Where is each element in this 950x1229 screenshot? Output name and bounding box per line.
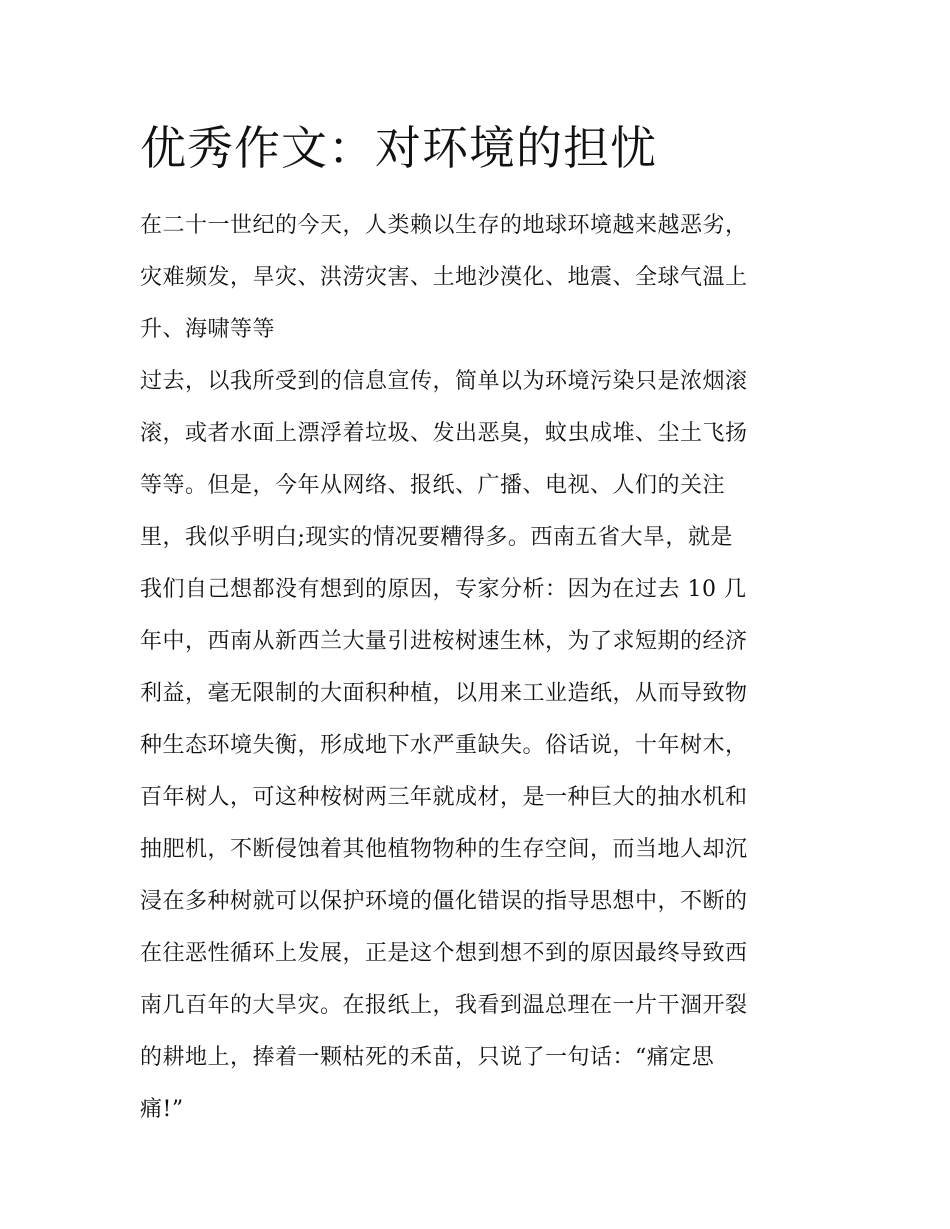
body-line: 里，我似乎明白;现实的情况要糟得多。西南五省大旱，就是 [140,525,733,550]
body-line: 灾难频发，旱灾、洪涝灾害、土地沙漠化、地震、全球气温上 [140,265,748,290]
body-line: 在往恶性循环上发展，正是这个想到想不到的原因最终导致西 [140,941,748,966]
body-line: 的耕地上，捧着一颗枯死的禾苗，只说了一句话：“痛定思 [140,1045,715,1070]
body-line: 百年树人，可这种桉树两三年就成材，是一种巨大的抽水机和 [140,785,748,810]
body-line: 抽肥机，不断侵蚀着其他植物物种的生存空间，而当地人却沉 [140,837,748,862]
body-line: 年中，西南从新西兰大量引进桉树速生林，为了求短期的经济 [140,629,748,654]
body-line: 我们自己想都没有想到的原因，专家分析：因为在过去 10 几 [140,577,747,602]
body-line: 浸在多种树就可以保护环境的僵化错误的指导思想中，不断的 [140,889,748,914]
body-line: 南几百年的大旱灾。在报纸上，我看到温总理在一片干涸开裂 [140,993,748,1018]
document-title: 优秀作文：对环境的担忧 [140,121,657,175]
document-body [140,200,830,1136]
body-line: 利益，毫无限制的大面积种植，以用来工业造纸，从而导致物 [140,681,748,706]
body-line: 滚，或者水面上漂浮着垃圾、发出恶臭，蚊虫成堆、尘土飞扬 [140,421,748,446]
body-line: 过去，以我所受到的信息宣传，简单以为环境污染只是浓烟滚 [140,369,748,394]
body-line: 种生态环境失衡，形成地下水严重缺失。俗话说，十年树木， [140,733,748,758]
body-line: 等等。但是，今年从网络、报纸、广播、电视、人们的关注 [140,473,726,498]
body-line: 升、海啸等等 [140,317,276,342]
body-line: 痛!” [140,1097,184,1122]
body-line: 在二十一世纪的今天，人类赖以生存的地球环境越来越恶劣， [140,213,748,238]
